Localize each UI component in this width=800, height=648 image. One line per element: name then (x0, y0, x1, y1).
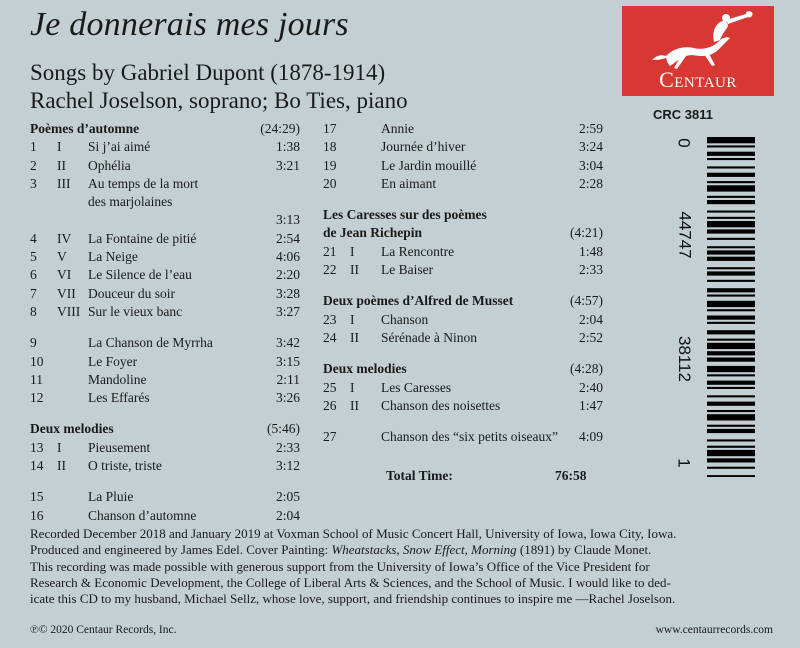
tracklist-column-1 (30, 120, 300, 525)
movement-numeral: II (350, 397, 359, 413)
website-link[interactable]: www.centaurrecords.com (655, 624, 773, 636)
notes-line-2: Produced and engineered by James Edel. Cover Painting: Wheatstacks, Snow Effect, Morning (1891) by Claude Monet. (30, 542, 652, 558)
track-number: 19 (323, 157, 337, 173)
track-title: Le Jardin mouillé (381, 157, 477, 173)
section-title: Les Caresses sur des poèmes (323, 207, 487, 223)
track-duration: 3:27 (275, 303, 300, 319)
album-title: Je donnerais mes jours (30, 6, 349, 43)
centaur-icon (622, 8, 774, 72)
track-row (30, 303, 300, 321)
track-row (323, 157, 603, 175)
movement-numeral: V (57, 249, 67, 265)
section-heading (323, 224, 603, 242)
track-number: 13 (30, 439, 44, 455)
track-number: 18 (323, 139, 337, 155)
track-number: 25 (323, 379, 337, 395)
barcode-digit-first: 0 (674, 138, 694, 148)
track-number: 10 (30, 353, 44, 369)
track-title: Sur le vieux banc (88, 303, 183, 319)
track-duration: 4:09 (578, 429, 603, 445)
total-time-value: 76:58 (555, 468, 587, 483)
barcode-digits-group1: 44747 (675, 211, 695, 259)
track-number: 6 (30, 267, 37, 283)
track-duration: 3:15 (275, 353, 300, 369)
section-heading (323, 206, 603, 224)
track-number: 14 (30, 458, 44, 474)
track-title: Chanson d’automne (88, 507, 197, 523)
track-number: 4 (30, 230, 37, 246)
track-number: 27 (323, 429, 337, 445)
track-number: 1 (30, 139, 37, 155)
track-title: des marjolaines (88, 194, 173, 210)
track-row (30, 230, 300, 248)
track-title: La Chanson de Myrrha (88, 335, 213, 351)
track-number: 16 (30, 507, 44, 523)
track-duration: 4:06 (275, 249, 300, 265)
track-title: Annie (381, 121, 414, 136)
track-number: 26 (323, 397, 337, 413)
track-number: 24 (323, 329, 337, 345)
track-duration: 2:28 (578, 175, 603, 191)
liner-notes (30, 526, 780, 607)
track-title: Au temps de la mort (88, 175, 199, 191)
track-duration: 3:12 (275, 458, 300, 474)
track-row (323, 311, 603, 329)
track-duration: 1:48 (578, 243, 603, 259)
track-row (30, 389, 300, 407)
track-duration: 2:59 (578, 121, 603, 136)
track-number: 23 (323, 311, 337, 327)
track-row (30, 507, 300, 525)
movement-numeral: VII (57, 285, 76, 301)
track-duration: 2:04 (275, 507, 300, 523)
track-duration: 3:42 (275, 335, 300, 351)
movement-numeral: I (350, 243, 355, 259)
track-row (30, 353, 300, 371)
track-duration: 3:13 (275, 212, 300, 228)
track-title: La Rencontre (381, 243, 455, 259)
track-row (30, 138, 300, 156)
logo-wordmark: Centaur (659, 67, 737, 92)
section-heading (30, 120, 300, 138)
track-number: 20 (323, 175, 337, 191)
copyright: ℗© 2020 Centaur Records, Inc. (30, 624, 177, 636)
track-number: 15 (30, 489, 44, 505)
track-title: Journée d’hiver (381, 139, 466, 155)
movement-numeral: II (350, 262, 359, 278)
movement-numeral: III (57, 175, 71, 191)
track-row (30, 371, 300, 389)
track-number: 5 (30, 249, 37, 265)
track-number: 12 (30, 390, 44, 406)
track-duration: 2:11 (276, 371, 300, 387)
catalog-number: CRC 3811 (653, 107, 713, 122)
centaur-logo (622, 6, 774, 96)
track-row (323, 243, 603, 261)
track-row (323, 120, 603, 138)
barcode-digits-group2: 38112 (675, 335, 695, 383)
tracklist-column-2 (323, 120, 603, 446)
section-heading (323, 292, 603, 310)
movement-numeral: I (350, 311, 355, 327)
track-duration: 3:26 (275, 390, 300, 406)
painting-title: Wheatstacks, Snow Effect, Morning (331, 542, 517, 558)
track-title: Le Baiser (381, 262, 434, 278)
track-duration: 1:47 (578, 397, 603, 413)
track-title: Si j’ai aimé (88, 139, 151, 155)
movement-numeral: II (57, 458, 66, 474)
track-row (323, 397, 603, 415)
track-row (30, 334, 300, 352)
track-title: Sérénade à Ninon (381, 329, 477, 345)
section-heading (30, 420, 300, 438)
track-row (323, 261, 603, 279)
track-row (30, 248, 300, 266)
movement-numeral: VI (57, 267, 72, 283)
track-title: Pieusement (88, 439, 151, 455)
track-title: Mandoline (88, 371, 147, 387)
movement-numeral: VIII (57, 303, 81, 319)
track-title: La Fontaine de pitié (88, 230, 197, 246)
track-number: 11 (30, 371, 43, 387)
track-row (323, 379, 603, 397)
track-row (30, 175, 300, 193)
track-row (323, 329, 603, 347)
track-number: 2 (30, 157, 37, 173)
movement-numeral: I (350, 379, 355, 395)
track-row (30, 439, 300, 457)
track-duration: 2:04 (578, 311, 603, 327)
track-duration: 3:21 (275, 157, 300, 173)
track-duration: 2:20 (275, 267, 300, 283)
track-number: 3 (30, 175, 37, 191)
track-number: 17 (323, 121, 337, 136)
performers: Rachel Joselson, soprano; Bo Ties, piano (30, 88, 408, 113)
track-duration: 1:38 (275, 139, 300, 155)
track-duration: 2:52 (578, 329, 603, 345)
album-subtitle: Songs by Gabriel Dupont (1878-1914) (30, 60, 386, 85)
movement-numeral: II (350, 329, 359, 345)
movement-numeral: I (57, 139, 62, 155)
section-title: Deux melodies (323, 361, 407, 377)
track-row (30, 211, 300, 229)
track-number: 8 (30, 303, 37, 319)
track-title: La Pluie (88, 489, 134, 505)
notes-line-4: Research & Economic Development, the College of Liberal Arts & Sciences, and the School of Music. I would like to ded- (30, 574, 671, 590)
track-row (323, 138, 603, 156)
section-title: Deux poèmes d’Alfred de Musset (323, 293, 514, 309)
track-title: En aimant (381, 175, 437, 191)
section-duration: (5:46) (267, 421, 300, 437)
section-duration: (24:29) (260, 121, 300, 136)
track-duration: 3:24 (578, 139, 603, 155)
track-duration: 2:40 (578, 379, 603, 395)
barcode (674, 137, 761, 477)
section-heading (323, 360, 603, 378)
track-duration: 2:33 (578, 262, 603, 278)
track-duration: 2:33 (275, 439, 300, 455)
section-duration: (4:57) (570, 293, 603, 309)
track-title: Chanson des noisettes (381, 397, 501, 413)
track-title: Les Caresses (381, 379, 452, 395)
track-title: Chanson (381, 311, 429, 327)
section-duration: (4:28) (570, 361, 603, 377)
track-row (30, 457, 300, 475)
section-duration: (4:21) (570, 225, 603, 241)
track-title: Chanson des “six petits oiseaux” (381, 429, 558, 445)
track-row (323, 175, 603, 193)
track-number: 7 (30, 285, 37, 301)
barcode-digit-last: 1 (674, 458, 694, 468)
track-number: 22 (323, 262, 337, 278)
track-title: La Neige (88, 249, 138, 265)
track-duration: 3:04 (578, 157, 603, 173)
track-number: 9 (30, 335, 37, 351)
track-title: Douceur du soir (88, 285, 175, 301)
track-duration: 3:28 (275, 285, 300, 301)
section-title: Deux melodies (30, 421, 114, 437)
track-title: Les Effarés (88, 390, 150, 406)
track-title: O triste, triste (88, 458, 162, 474)
section-title: de Jean Richepin (323, 225, 423, 241)
total-time-label: Total Time: (386, 468, 453, 483)
track-row (30, 193, 300, 211)
track-row (30, 266, 300, 284)
movement-numeral: IV (57, 230, 72, 246)
track-title: Le Foyer (88, 353, 138, 369)
movement-numeral: II (57, 157, 66, 173)
track-row (323, 428, 603, 446)
track-row (30, 488, 300, 506)
notes-line-1: Recorded December 2018 and January 2019 at Voxman School of Music Concert Hall, University of Iowa, Iowa City, Iowa. (30, 526, 677, 541)
track-title: Le Silence de l’eau (88, 267, 192, 283)
track-number: 21 (323, 243, 337, 259)
notes-line-3: This recording was made possible with generous support from the University of Iowa’s Office of the Vice President for (30, 558, 650, 574)
track-title: Ophélia (88, 157, 131, 173)
movement-numeral: I (57, 439, 62, 455)
section-title: Poèmes d’automne (30, 121, 140, 136)
track-row (30, 285, 300, 303)
track-duration: 2:05 (275, 489, 300, 505)
track-row (30, 157, 300, 175)
track-duration: 2:54 (275, 230, 300, 246)
notes-line-5: icate this CD to my husband, Michael Sellz, whose love, support, and friendship continues to inspire me —Rachel Joselson. (30, 591, 676, 607)
